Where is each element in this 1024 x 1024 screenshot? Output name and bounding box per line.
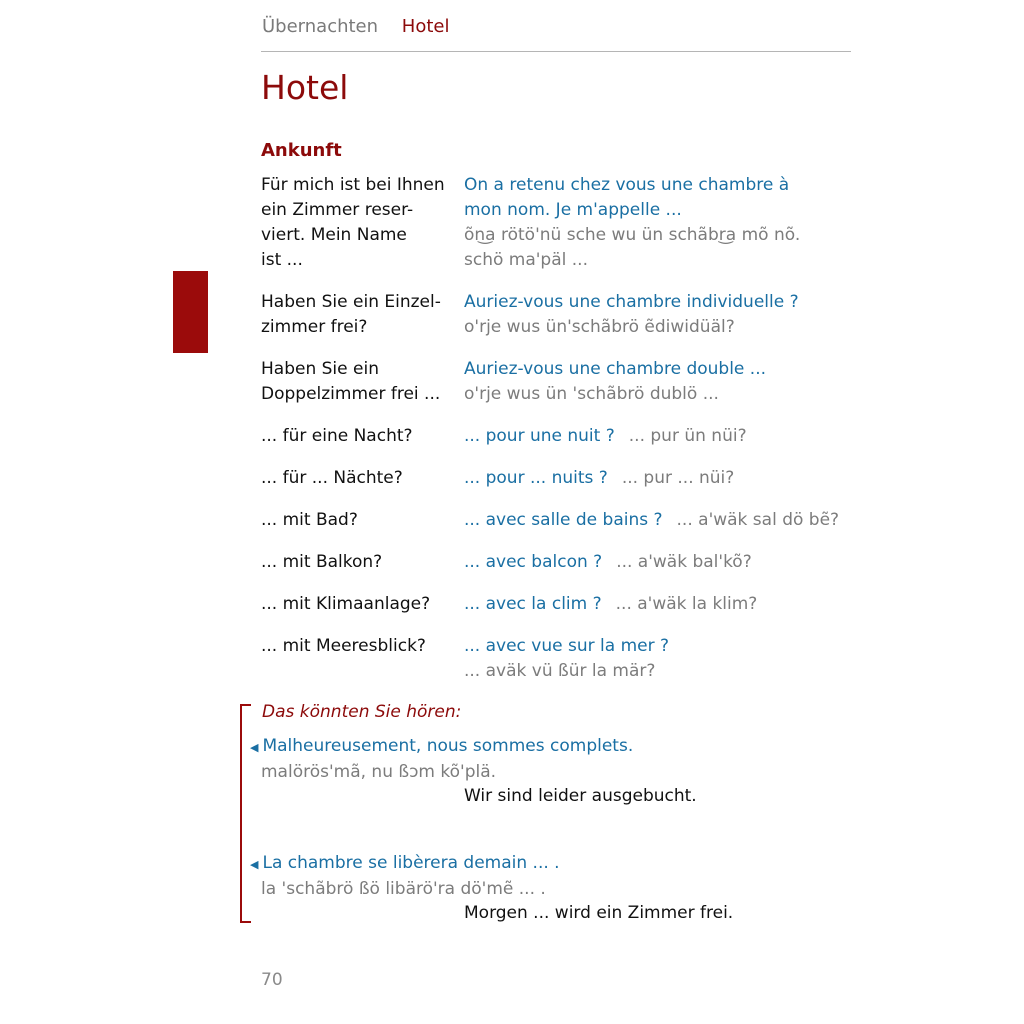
french-line: ... avec la clim ? xyxy=(464,594,602,614)
pronunciation-line: schö ma'päl ... xyxy=(464,250,588,270)
german-phrase: ... mit Klimaanlage? xyxy=(261,594,431,614)
german-line: Haben Sie ein xyxy=(261,359,379,379)
french-line: ... avec balcon ? xyxy=(464,552,603,572)
german-line: Doppelzimmer frei ... xyxy=(261,384,441,404)
french-line: La chambre se libèrera demain ... . xyxy=(262,853,560,873)
french-line: ... avec salle de bains ? xyxy=(464,510,663,530)
pronunciation-line: ... a'wäk la klim? xyxy=(615,594,758,614)
play-arrow-icon: ◀ xyxy=(250,858,259,871)
thumb-tab-marker xyxy=(173,271,208,353)
pronunciation-line: o'rje wus ün 'schãbrö dublö ... xyxy=(464,384,719,404)
german-phrase xyxy=(261,290,441,340)
french-line: On a retenu chez vous une chambre à xyxy=(464,175,790,195)
french-block xyxy=(464,290,799,340)
page-number: 70 xyxy=(261,970,283,990)
german-phrase xyxy=(261,173,445,273)
french-block xyxy=(464,424,747,449)
pronunciation-line: ... a'wäk bal'kõ? xyxy=(616,552,752,572)
german-line: ein Zimmer reser- xyxy=(261,200,414,220)
pronunciation-line: la 'schãbrö ßö libärö'ra dö'mẽ ... . xyxy=(261,879,546,899)
german-phrase: ... mit Bad? xyxy=(261,510,358,530)
french-block xyxy=(464,550,752,575)
french-line: mon nom. Je m'appelle ... xyxy=(464,200,682,220)
german-line: viert. Mein Name xyxy=(261,225,407,245)
french-block xyxy=(464,466,734,491)
french-line: Malheureusement, nous sommes complets. xyxy=(262,736,634,756)
german-phrase xyxy=(261,357,440,407)
running-header xyxy=(262,16,449,37)
play-arrow-icon: ◀ xyxy=(250,741,259,754)
german-phrase: ... für eine Nacht? xyxy=(261,426,413,446)
german-phrase: ... mit Balkon? xyxy=(261,552,383,572)
german-phrase: ... mit Meeresblick? xyxy=(261,636,426,656)
pronunciation-line: malörös'mã, nu ßɔm kõ'plä. xyxy=(261,762,497,782)
page-title: Hotel xyxy=(261,68,349,107)
french-block xyxy=(464,634,669,684)
listening-item xyxy=(250,851,560,902)
french-block xyxy=(464,173,800,273)
french-line: ... pour une nuit ? xyxy=(464,426,615,446)
french-line: ... pour ... nuits ? xyxy=(464,468,608,488)
french-line: ... avec vue sur la mer ? xyxy=(464,636,670,656)
french-block xyxy=(464,508,839,533)
header-section: Übernachten xyxy=(262,16,379,37)
listening-item xyxy=(250,734,633,785)
german-translation: Wir sind leider ausgebucht. xyxy=(464,786,697,806)
french-block xyxy=(464,357,766,407)
listening-heading: Das könnten Sie hören: xyxy=(262,702,462,722)
german-line: zimmer frei? xyxy=(261,317,368,337)
pronunciation-line: ... aväk vü ßür la mär? xyxy=(464,661,656,681)
german-translation: Morgen ... wird ein Zimmer frei. xyxy=(464,903,734,923)
section-heading: Ankunft xyxy=(261,140,342,161)
french-line: Auriez-vous une chambre individuelle ? xyxy=(464,292,799,312)
german-line: ist ... xyxy=(261,250,303,270)
header-current: Hotel xyxy=(401,16,450,37)
pronunciation-line: ... pur ün nüi? xyxy=(628,426,747,446)
pronunciation-line: õn͜a rötö'nü sche wu ün schãbr͜a mõ nõ. xyxy=(464,225,801,245)
pronunciation-line: ... a'wäk sal dö bẽ? xyxy=(676,510,840,530)
german-line: Haben Sie ein Einzel- xyxy=(261,292,441,312)
french-block xyxy=(464,592,757,617)
german-phrase: ... für ... Nächte? xyxy=(261,468,403,488)
german-line: Für mich ist bei Ihnen xyxy=(261,175,445,195)
pronunciation-line: ... pur ... nüi? xyxy=(621,468,735,488)
header-rule xyxy=(261,51,851,52)
french-line: Auriez-vous une chambre double ... xyxy=(464,359,767,379)
pronunciation-line: o'rje wus ün'schãbrö ẽdiwidüäl? xyxy=(464,317,735,337)
